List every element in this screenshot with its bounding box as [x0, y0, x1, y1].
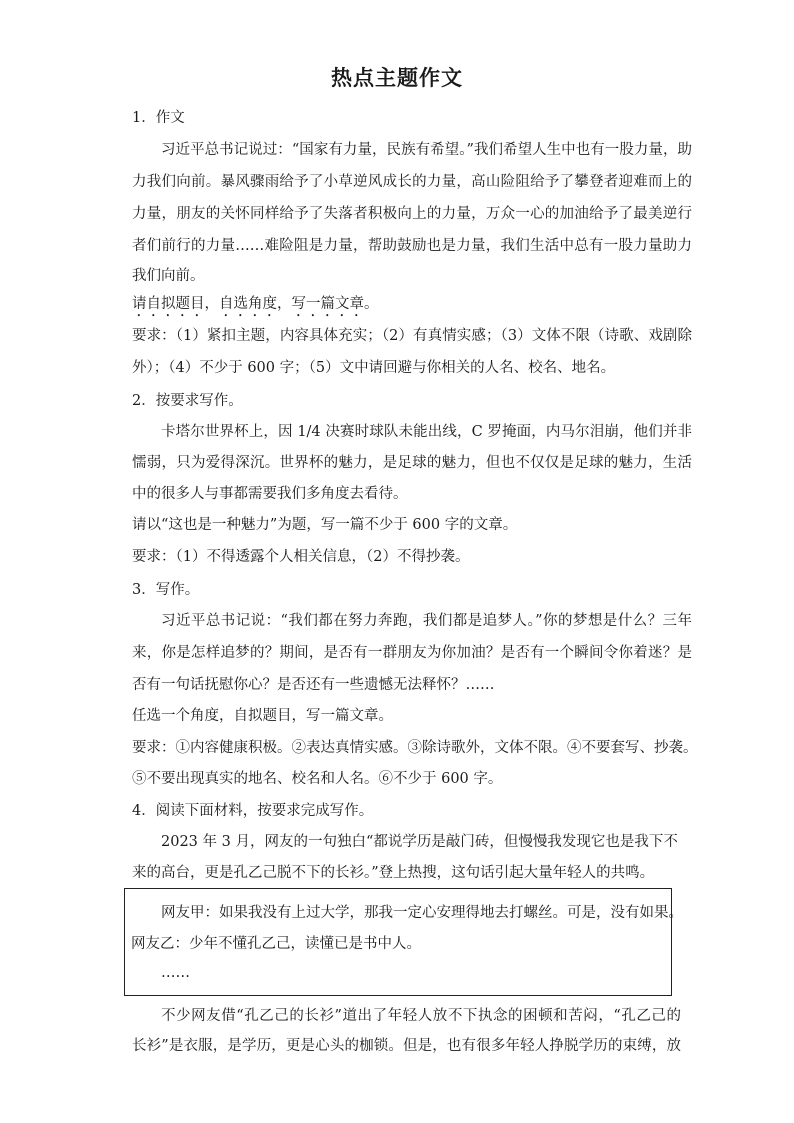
q4-paragraph-line: 长衫”是衣服，是学历，更是心头的枷锁。但是，也有很多年轻人挣脱学历的束缚，放: [132, 1038, 681, 1054]
question-2-label: 2．按要求写作。: [132, 393, 243, 409]
q1-paragraph-line: 我们向前。: [132, 268, 205, 284]
q2-paragraph-line: 懦弱，只为爱得深沉。世界杯的魅力，是足球的魅力，但也不仅仅是足球的魅力，生活: [132, 455, 692, 471]
q1-requirements-line: 要求：（1）紧扣主题，内容具体充实；（2）有真情实感；（3）文体不限（诗歌、戏剧除: [132, 328, 692, 344]
q2-instruction: 请以“这也是一种魅力”为题，写一篇不少于 600 字的文章。: [132, 517, 518, 533]
q1-instruction: 请自拟题目，自选角度，写一篇文章。: [132, 296, 379, 312]
question-1-label: 1．作文: [132, 110, 185, 126]
q3-instruction: 任选一个角度，自拟题目，写一篇文章。: [132, 708, 393, 724]
q3-paragraph-line: 否有一句话抚慰你心？是否还有一些遗憾无法释怀？……: [132, 677, 495, 693]
q4-paragraph-line: 不少网友借“孔乙己的长衫”道出了年轻人放不下执念的困顿和苦闷，“孔乙己的: [161, 1008, 681, 1024]
q1-paragraph-line: 力量，朋友的关怀同样给予了失落者积极向上的力量，万众一心的加油给予了最美逆行: [132, 206, 692, 222]
question-4-label: 4．阅读下面材料，按要求完成写作。: [132, 803, 374, 819]
quote-line-netizen-a: 网友甲：如果我没有上过大学，那我一定心安理得地去打螺丝。可是，没有如果。: [161, 905, 683, 921]
q4-paragraph-line: 来的高台，更是孔乙己脱不下的长衫。”登上热搜，这句话引起大量年轻人的共鸣。: [132, 865, 655, 881]
q3-requirements-line: ⑤不要出现真实的地名、校名和人名。⑥不少于 600 字。: [132, 771, 503, 787]
quote-box: [124, 888, 683, 996]
question-3-label: 3．写作。: [132, 582, 200, 598]
q3-paragraph-line: 习近平总书记说：“我们都在努力奔跑，我们都是追梦人。”你的梦想是什么？三年: [161, 613, 692, 629]
q2-paragraph-line: 卡塔尔世界杯上，因 1/4 决赛时球队未能出线，C 罗掩面，内马尔泪崩，他们并非: [161, 424, 692, 440]
quote-line-netizen-b: 网友乙：少年不懂孔乙己，读懂已是书中人。: [131, 936, 421, 952]
q1-requirements-line: 外）；（4）不少于 600 字；（5）文中请回避与你相关的人名、校名、地名。: [132, 360, 616, 376]
q1-paragraph-line: 习近平总书记说过：“国家有力量，民族有希望。”我们希望人生中也有一股力量，助: [161, 142, 692, 158]
q3-paragraph-line: 来，你是怎样追梦的？期间，是否有一群朋友为你加油？是否有一个瞬间令你着迷？是: [132, 645, 692, 661]
quote-ellipsis: ……: [161, 965, 190, 981]
q2-paragraph-line: 中的很多人与事都需要我们多角度去看待。: [132, 486, 408, 502]
page-title: 热点主题作文: [331, 65, 463, 90]
q2-requirements: 要求：（1）不得透露个人相关信息，（2）不得抄袭。: [132, 549, 470, 565]
q3-requirements-line: 要求：①内容健康积极。②表达真情实感。③除诗歌外，文体不限。④不要套写、抄袭。: [132, 740, 698, 756]
q1-paragraph-line: 力我们向前。暴风骤雨给予了小草逆风成长的力量，高山险阻给予了攀登者迎难而上的: [132, 174, 692, 190]
q1-paragraph-line: 者们前行的力量……难险阻是力量，帮助鼓励也是力量，我们生活中总有一股力量助力: [132, 238, 692, 254]
q4-paragraph-line: 2023 年 3 月，网友的一句独白“都说学历是敲门砖，但慢慢我发现它也是我下不: [161, 834, 678, 850]
